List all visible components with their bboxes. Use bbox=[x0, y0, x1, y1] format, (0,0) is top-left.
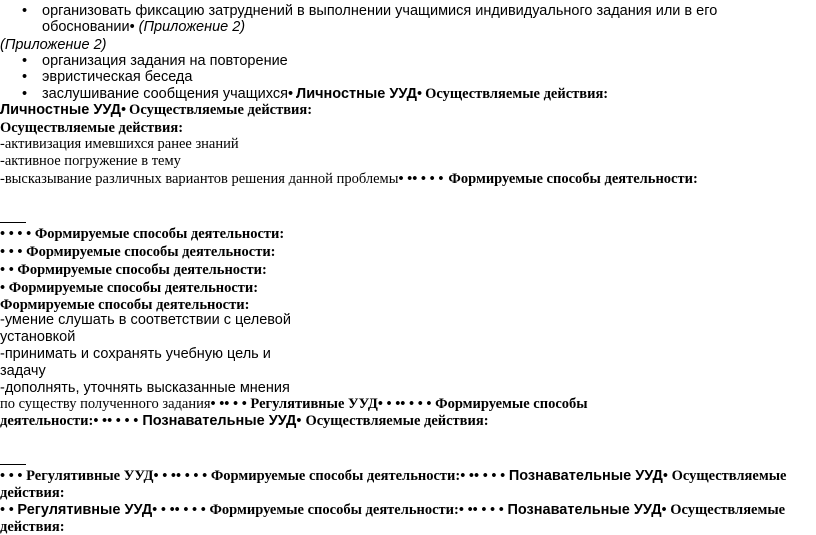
activity-line: -активное погружение в тему bbox=[0, 153, 181, 169]
formed-methods-text: Формируемые способы деятельности: bbox=[26, 244, 276, 260]
appendix-inline: (Приложение 2) bbox=[134, 19, 246, 35]
regulatory-uud-label: Регулятивные УУД bbox=[26, 468, 154, 484]
separator-rule bbox=[0, 464, 26, 465]
task-text: по существу полученного задания bbox=[0, 396, 211, 412]
regulatory-uud-label: Регулятивные УУД bbox=[250, 396, 378, 412]
personal-uud-label: Личностные УУД bbox=[0, 102, 121, 118]
bullet-run: • • • bbox=[0, 244, 23, 260]
inline-bullet: • bbox=[129, 19, 135, 35]
bullet-run: • •• • • • bbox=[458, 502, 504, 518]
formed-methods-text: Формируемые способы деятельности: bbox=[34, 226, 285, 242]
regulatory-uud-label: Регулятивные УУД bbox=[17, 502, 153, 518]
formed-methods-text: Формируемые способы деятельности: bbox=[209, 502, 459, 518]
activity-line: -активизация имевшихся ранее знаний bbox=[0, 136, 239, 152]
bullet-item-repeat bbox=[22, 53, 288, 69]
bullet-dot: • bbox=[22, 53, 28, 69]
bullet-run: • • •• • • • bbox=[153, 468, 208, 484]
personal-uud-inline: Личностные УУД bbox=[296, 86, 418, 102]
bullet-text: эвристическая беседа bbox=[42, 69, 193, 85]
inline-bullet: • bbox=[661, 502, 667, 518]
bullet-run: • • • • bbox=[0, 226, 32, 242]
formed-methods-text: Формируемые способы деятельности: bbox=[8, 280, 259, 296]
summary-line bbox=[0, 502, 785, 518]
bullet-text: организовать фиксацию затруднений в выполнении учащимися индивидуального задания или в его bbox=[42, 3, 718, 19]
cognitive-line bbox=[0, 413, 489, 429]
task-line bbox=[0, 396, 588, 412]
bullet-text: организация задания на повторение bbox=[42, 53, 288, 69]
bullet-run: • •• • • • bbox=[93, 413, 139, 429]
actions-heading: Осуществляемые действия: bbox=[0, 120, 184, 136]
actions-word: Осуществляемые bbox=[670, 502, 786, 518]
bullet-run: • •• • • • bbox=[398, 171, 444, 187]
inline-bullet: • bbox=[662, 468, 668, 484]
actions-label: Осуществляемые действия: bbox=[129, 102, 313, 118]
bullet-dot: • bbox=[22, 69, 28, 85]
skill-line: установкой bbox=[0, 329, 76, 345]
formed-methods-line bbox=[0, 244, 276, 260]
bullet-run: • bbox=[0, 280, 6, 296]
bullet-run: • •• • • bbox=[210, 396, 247, 412]
inline-bullet: • bbox=[296, 413, 302, 429]
bullet-continuation bbox=[42, 19, 245, 35]
bullet-run: • •• • • • bbox=[460, 468, 506, 484]
formed-methods-line bbox=[0, 262, 267, 278]
continuation-text: обосновании bbox=[42, 19, 130, 35]
bullet-item-fixation bbox=[22, 3, 717, 19]
actions-inline: Осуществляемые действия: bbox=[425, 86, 609, 102]
cognitive-uud-label: Познавательные УУД bbox=[507, 502, 662, 518]
bullet-item-reports bbox=[22, 86, 608, 102]
summary-continuation: действия: bbox=[0, 519, 65, 535]
formed-methods-short: Формируемые способы bbox=[435, 396, 588, 412]
skill-line: -умение слушать в соответствии с целевой bbox=[0, 312, 291, 328]
formed-methods-inline: Формируемые способы деятельности: bbox=[448, 171, 698, 187]
bullet-dot: • bbox=[22, 86, 28, 102]
cognitive-uud-label: Познавательные УУД bbox=[508, 468, 663, 484]
cognitive-uud-label: Познавательные УУД bbox=[142, 413, 297, 429]
inline-bullet: • bbox=[287, 86, 294, 102]
formed-methods-line bbox=[0, 226, 284, 242]
summary-line bbox=[0, 468, 786, 484]
skill-line: задачу bbox=[0, 363, 46, 379]
bullet-run: • • •• • • • bbox=[377, 396, 432, 412]
personal-uud-heading bbox=[0, 102, 312, 118]
separator-rule bbox=[0, 222, 26, 223]
skill-line: -принимать и сохранять учебную цель и bbox=[0, 346, 271, 362]
summary-continuation: действия: bbox=[0, 485, 65, 501]
formed-methods-text: Формируемые способы деятельности: bbox=[17, 262, 267, 278]
bullet-text: заслушивание сообщения учащихся bbox=[42, 86, 288, 102]
actions-word: Осуществляемые bbox=[671, 468, 787, 484]
bullet-item-heuristic bbox=[22, 69, 192, 85]
activity-word: деятельности: bbox=[0, 413, 94, 429]
formed-methods-heading: Формируемые способы деятельности: bbox=[0, 297, 250, 313]
bullet-run: • • • bbox=[0, 468, 23, 484]
appendix-label: (Приложение 2) bbox=[0, 37, 107, 53]
formed-methods-line bbox=[0, 280, 258, 296]
bullet-dot: • bbox=[22, 3, 28, 19]
activity-text: -высказывание различных вариантов решения данной проблемы bbox=[0, 171, 399, 187]
inline-bullet: • bbox=[120, 102, 127, 118]
inline-bullet: • bbox=[417, 86, 423, 102]
formed-methods-text: Формируемые способы деятельности: bbox=[210, 468, 461, 484]
bullet-run: • • bbox=[0, 262, 14, 278]
actions-label: Осуществляемые действия: bbox=[305, 413, 489, 429]
activity-line bbox=[0, 171, 698, 187]
bullet-run: • • •• • • • bbox=[152, 502, 206, 518]
bullet-run: • • bbox=[0, 502, 14, 518]
skill-line: -дополнять, уточнять высказанные мнения bbox=[0, 380, 290, 396]
